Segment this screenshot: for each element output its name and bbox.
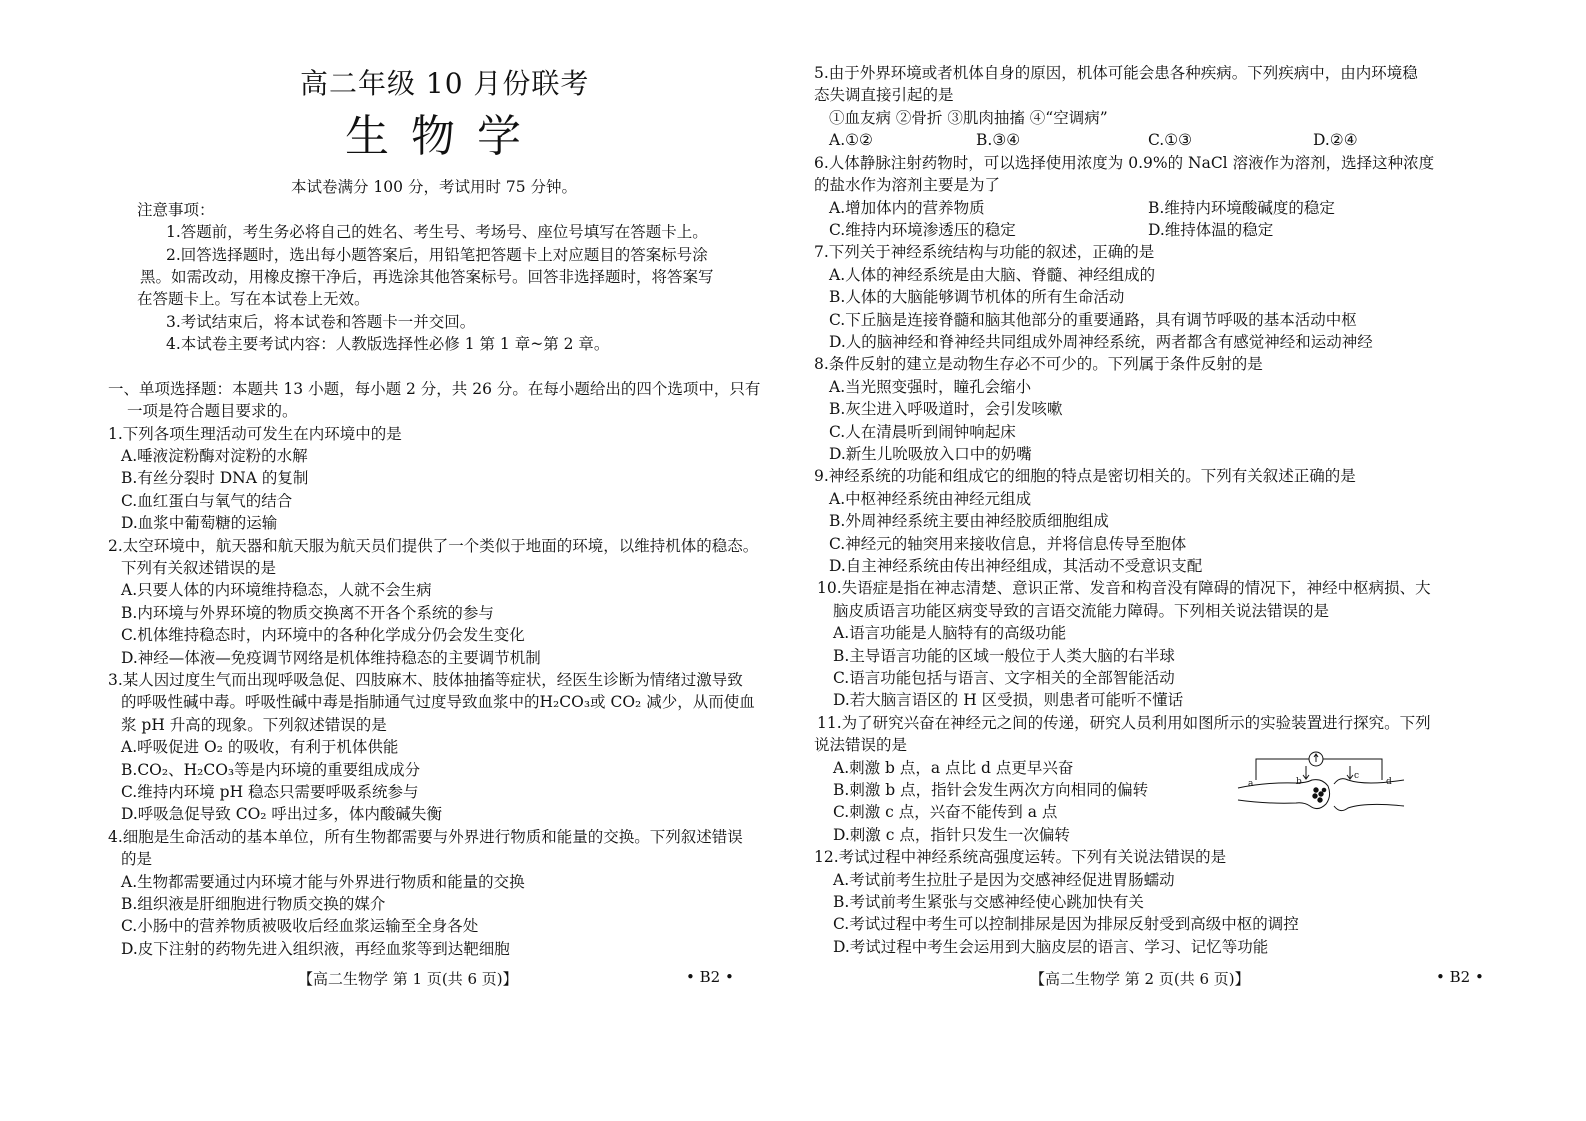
q10-option-b: B.主导语言功能的区域一般位于人类大脑的右半球 xyxy=(833,647,1175,665)
q5-option-d: D.②④ xyxy=(1313,131,1358,149)
q1-option-d: D.血浆中葡萄糖的运输 xyxy=(121,514,278,532)
q9-option-a: A.中枢神经系统由神经元组成 xyxy=(829,490,1032,508)
q5-items: ①血友病 ②骨折 ③肌肉抽搐 ④“空调病” xyxy=(829,109,1108,127)
title: 高二年级 10 月份联考 xyxy=(300,67,590,100)
q11-option-c: C.刺激 c 点，兴奋不能传到 a 点 xyxy=(833,803,1058,821)
notice-2a: 2.回答选择题时，选出每小题答案后，用铅笔把答题卡上对应题目的答案标号涂 xyxy=(166,246,708,264)
q9-stem: 9.神经系统的功能和组成它的细胞的特点是密切相关的。下列有关叙述正确的是 xyxy=(814,467,1356,485)
q4-option-c: C.小肠中的营养物质被吸收后经血浆运输至全身各处 xyxy=(121,917,479,935)
figure-label-d: d xyxy=(1386,777,1392,787)
q5-stem-cont: 态失调直接引起的是 xyxy=(814,86,954,104)
section-heading-cont: 一项是符合题目要求的。 xyxy=(127,402,298,420)
notice-2b: 黑。如需改动，用橡皮擦干净后，再选涂其他答案标号。回答非选择题时，将答案写 xyxy=(140,268,714,286)
q11-stem: 11.为了研究兴奋在神经元之间的传递，研究人员利用如图所示的实验装置进行探究。下列 xyxy=(817,714,1431,732)
q3-stem-post: 减少，从而使血 xyxy=(646,693,755,711)
synapse-figure xyxy=(1236,750,1406,822)
q3-co2: CO₂ xyxy=(610,693,642,711)
q6-option-c: C.维持内环境渗透压的稳定 xyxy=(829,221,1016,239)
q12-option-b: B.考试前考生紧张与交感神经使心跳加快有关 xyxy=(833,893,1144,911)
q1-option-a: A.唾液淀粉酶对淀粉的水解 xyxy=(121,447,308,465)
q2-stem-cont: 下列有关叙述错误的是 xyxy=(121,559,277,577)
q3-stem-cont2: 浆 pH 升高的现象。下列叙述错误的是 xyxy=(121,716,387,734)
q7-option-c: C.下丘脑是连接脊髓和脑其他部分的重要通路，具有调节呼吸的基本活动中枢 xyxy=(829,311,1357,329)
q4-option-b: B.组织液是肝细胞进行物质交换的媒介 xyxy=(121,895,386,913)
q5-option-a: A.①② xyxy=(829,131,873,149)
q9-option-c: C.神经元的轴突用来接收信息，并将信息传导至胞体 xyxy=(829,535,1187,553)
footer-left-page: 【高二生物学 第 1 页(共 6 页)】 xyxy=(298,970,518,988)
q7-option-a: A.人体的神经系统是由大脑、脊髓、神经组成的 xyxy=(829,266,1156,284)
q12-option-d: D.考试过程中考生会运用到大脑皮层的语言、学习、记忆等功能 xyxy=(833,938,1269,956)
q5-option-c: C.①③ xyxy=(1148,131,1193,149)
q3-or: 或 xyxy=(590,693,606,711)
notice-3: 3.考试结束后，将本试卷和答题卡一并交回。 xyxy=(166,313,476,331)
q1-option-c: C.血红蛋白与氧气的结合 xyxy=(121,492,293,510)
notice-title: 注意事项： xyxy=(137,201,215,219)
q5-option-b: B.③④ xyxy=(976,131,1021,149)
q11-option-b: B.刺激 b 点，指针会发生两次方向相同的偏转 xyxy=(833,781,1149,799)
q2-stem: 2.太空环境中，航天器和航天服为航天员们提供了一个类似于地面的环境，以维持机体的稳态。 xyxy=(108,537,759,555)
subject-title: 生物学 xyxy=(345,111,543,162)
q3-option-c: C.维持内环境 pH 稳态只需要呼吸系统参与 xyxy=(121,783,419,801)
q3-option-b: B.CO₂、H₂CO₃等是内环境的重要组成成分 xyxy=(121,761,421,779)
figure-label-b: b xyxy=(1296,777,1302,787)
q4-stem: 4.细胞是生命活动的基本单位，所有生物都需要与外界进行物质和能量的交换。下列叙述错误 xyxy=(108,828,743,846)
footer-right-page: 【高二生物学 第 2 页(共 6 页)】 xyxy=(1030,970,1250,988)
q2-option-a: A.只要人体的内环境维持稳态，人就不会生病 xyxy=(121,581,432,599)
q4-option-a: A.生物都需要通过内环境才能与外界进行物质和能量的交换 xyxy=(121,873,525,891)
q10-option-c: C.语言功能包括与语言、文字相关的全部智能活动 xyxy=(833,669,1175,687)
q11-option-d: D.刺激 c 点，指针只发生一次偏转 xyxy=(833,826,1070,844)
q8-option-d: D.新生儿吮吸放入口中的奶嘴 xyxy=(829,445,1032,463)
q10-stem: 10.失语症是指在神志清楚、意识正常、发音和构音没有障碍的情况下，神经中枢病损、大 xyxy=(817,579,1431,597)
q7-stem: 7.下列关于神经系统结构与功能的叙述，正确的是 xyxy=(814,243,1155,261)
exam-info: 本试卷满分 100 分，考试用时 75 分钟。 xyxy=(291,178,578,196)
q12-stem: 12.考试过程中神经系统高强度运转。下列有关说法错误的是 xyxy=(814,848,1227,866)
q6-stem: 6.人体静脉注射药物时，可以选择使用浓度为 0.9%的 NaCl 溶液作为溶剂，选择这种浓度 xyxy=(814,154,1435,172)
q9-option-d: D.自主神经系统由传出神经组成，其活动不受意识支配 xyxy=(829,557,1203,575)
q2-option-d: D.神经—体液—免疫调节网络是机体维持稳态的主要调节机制 xyxy=(121,649,541,667)
footer-left-code: • B2 • xyxy=(686,968,734,986)
q3-option-a: A.呼吸促进 O₂ 的吸收，有利于机体供能 xyxy=(121,738,399,756)
q6-option-a: A.增加体内的营养物质 xyxy=(829,199,985,217)
q10-option-d: D.若大脑言语区的 H 区受损，则患者可能听不懂话 xyxy=(833,691,1184,709)
notice-4: 4.本试卷主要考试内容：人教版选择性必修 1 第 1 章~第 2 章。 xyxy=(166,335,610,353)
figure-label-c: c xyxy=(1354,771,1360,781)
q4-option-d: D.皮下注射的药物先进入组织液，再经血浆等到达靶细胞 xyxy=(121,940,510,958)
notice-2c: 在答题卡上。写在本试卷上无效。 xyxy=(137,290,370,308)
q3-h2co3: H₂CO₃ xyxy=(539,693,591,711)
q3-stem-pre: 的呼吸性碱中毒。呼吸性碱中毒是指肺通气过度导致血浆中的 xyxy=(121,693,540,711)
q8-option-a: A.当光照变强时，瞳孔会缩小 xyxy=(829,378,1032,396)
q6-option-d: D.维持体温的稳定 xyxy=(1148,221,1274,239)
q9-option-b: B.外周神经系统主要由神经胶质细胞组成 xyxy=(829,512,1109,530)
figure-label-a: a xyxy=(1248,779,1254,789)
q1-stem: 1.下列各项生理活动可发生在内环境中的是 xyxy=(108,425,402,443)
q2-option-b: B.内环境与外界环境的物质交换离不开各个系统的参与 xyxy=(121,604,494,622)
q11-stem-cont: 说法错误的是 xyxy=(814,736,908,754)
q6-option-b: B.维持内环境酸碱度的稳定 xyxy=(1148,199,1335,217)
q10-stem-cont: 脑皮质语言功能区病变导致的言语交流能力障碍。下列相关说法错误的是 xyxy=(833,602,1330,620)
section-heading: 一、单项选择题：本题共 13 小题，每小题 2 分，共 26 分。在每小题给出的四个选项中，只有 xyxy=(108,380,761,398)
q12-option-a: A.考试前考生拉肚子是因为交感神经促进胃肠蠕动 xyxy=(833,871,1175,889)
q7-option-b: B.人体的大脑能够调节机体的所有生命活动 xyxy=(829,288,1125,306)
q6-stem-cont: 的盐水作为溶剂主要是为了 xyxy=(814,176,1001,194)
q4-stem-cont: 的是 xyxy=(121,850,153,868)
q10-option-a: A.语言功能是人脑特有的高级功能 xyxy=(833,624,1067,642)
q3-stem-cont xyxy=(121,691,755,713)
q3-option-d: D.呼吸急促导致 CO₂ 呼出过多，体内酸碱失衡 xyxy=(121,805,442,823)
q8-option-c: C.人在清晨听到闹钟响起床 xyxy=(829,423,1016,441)
q8-stem: 8.条件反射的建立是动物生存必不可少的。下列属于条件反射的是 xyxy=(814,355,1263,373)
q11-option-a: A.刺激 b 点，a 点比 d 点更早兴奋 xyxy=(833,759,1074,777)
notice-1: 1.答题前，考生务必将自己的姓名、考生号、考场号、座位号填写在答题卡上。 xyxy=(166,223,708,241)
q2-option-c: C.机体维持稳态时，内环境中的各种化学成分仍会发生变化 xyxy=(121,626,525,644)
q3-stem: 3.某人因过度生气而出现呼吸急促、四肢麻木、肢体抽搐等症状，经医生诊断为情绪过激导致 xyxy=(108,671,743,689)
footer-right-code: • B2 • xyxy=(1436,968,1484,986)
q1-option-b: B.有丝分裂时 DNA 的复制 xyxy=(121,469,309,487)
q8-option-b: B.灰尘进入呼吸道时，会引发咳嗽 xyxy=(829,400,1063,418)
q12-option-c: C.考试过程中考生可以控制排尿是因为排尿反射受到高级中枢的调控 xyxy=(833,915,1299,933)
q7-option-d: D.人的脑神经和脊神经共同组成外周神经系统，两者都含有感觉神经和运动神经 xyxy=(829,333,1373,351)
q5-stem: 5.由于外界环境或者机体自身的原因，机体可能会患各种疾病。下列疾病中，由内环境稳 xyxy=(814,64,1418,82)
